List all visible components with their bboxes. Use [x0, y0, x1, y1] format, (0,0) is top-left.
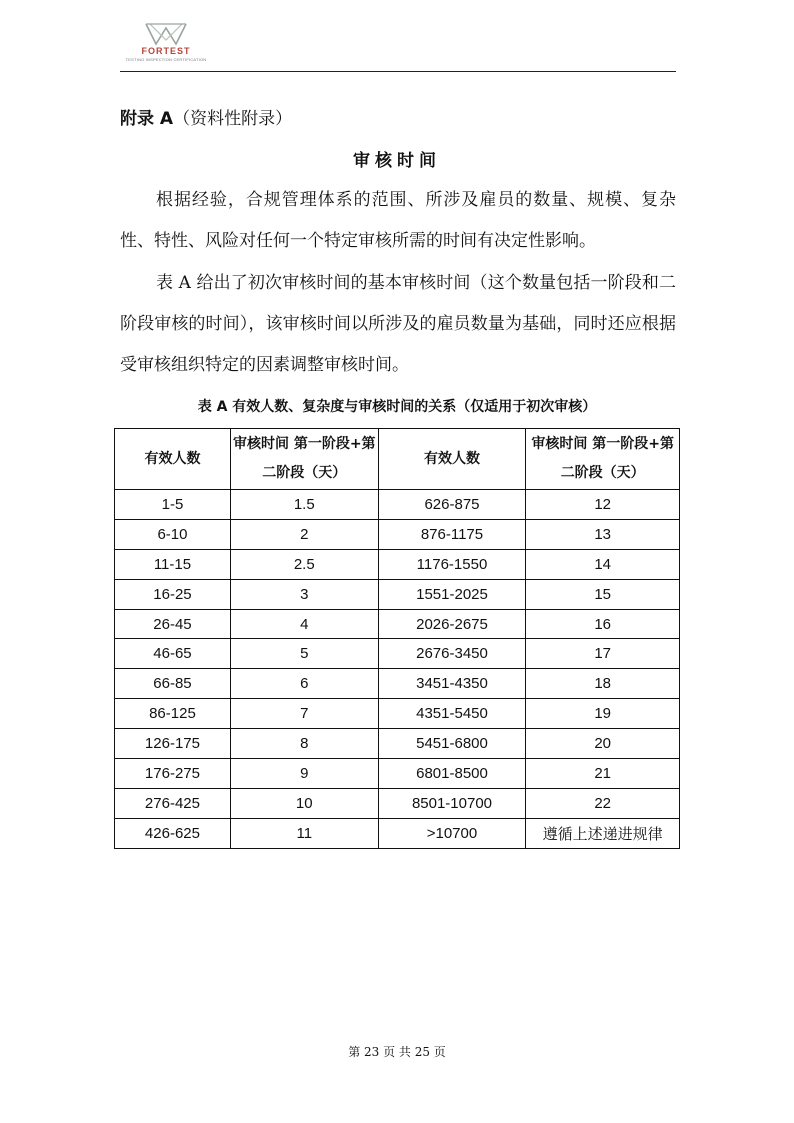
appendix-label: 附录 A — [120, 109, 174, 129]
table-row — [115, 818, 680, 848]
table-cell: 20 — [526, 729, 680, 759]
logo-mark-icon — [144, 22, 188, 46]
table-cell: 4351-5450 — [378, 699, 526, 729]
table-cell: 6801-8500 — [378, 759, 526, 789]
header-effective-people-1: 有效人数 — [115, 429, 231, 490]
table-row — [115, 490, 680, 520]
paragraph-2: 表 A 给出了初次审核时间的基本审核时间（这个数量包括一阶段和二阶段审核的时间），该审核时间以所涉及的雇员数量为基础，同时还应根据受审核组织特定的因素调整审核时间。 — [120, 273, 676, 375]
table-cell: 21 — [526, 759, 680, 789]
appendix-note: （资料性附录） — [173, 109, 293, 129]
table-cell: 18 — [526, 669, 680, 699]
company-logo — [120, 22, 212, 64]
table-caption: 表 A 有效人数、复杂度与审核时间的关系（仅适用于初次审核） — [197, 399, 597, 415]
table-row — [115, 759, 680, 789]
table-row — [115, 699, 680, 729]
table-row — [115, 609, 680, 639]
table-cell: 1.5 — [230, 490, 378, 520]
logo-name: FORTEST — [141, 46, 191, 56]
table-cell: 3451-4350 — [378, 669, 526, 699]
table-row — [115, 519, 680, 549]
table-cell: 6 — [230, 669, 378, 699]
table-cell: 46-65 — [115, 639, 231, 669]
table-cell: 3 — [230, 579, 378, 609]
table-cell: 176-275 — [115, 759, 231, 789]
header-divider — [120, 71, 676, 72]
table-cell: 5451-6800 — [378, 729, 526, 759]
table-cell: 86-125 — [115, 699, 231, 729]
table-row — [115, 579, 680, 609]
table-cell: 126-175 — [115, 729, 231, 759]
paragraph-1: 根据经验，合规管理体系的范围、所涉及雇员的数量、规模、复杂性、特性、风险对任何一个特定审核所需的时间有决定性影响。 — [120, 190, 676, 251]
table-cell: 626-875 — [378, 490, 526, 520]
table-row — [115, 549, 680, 579]
table-cell: 15 — [526, 579, 680, 609]
table-cell: 17 — [526, 639, 680, 669]
table-cell: 10 — [230, 788, 378, 818]
table-cell: 11-15 — [115, 549, 231, 579]
table-cell: 7 — [230, 699, 378, 729]
table-cell: 遵循上述递进规律 — [526, 818, 680, 848]
table-cell: 2676-3450 — [378, 639, 526, 669]
table-cell: 8501-10700 — [378, 788, 526, 818]
table-cell: 11 — [230, 818, 378, 848]
table-cell: 2.5 — [230, 549, 378, 579]
table-cell: 66-85 — [115, 669, 231, 699]
table-cell: 1176-1550 — [378, 549, 526, 579]
table-cell: 2 — [230, 519, 378, 549]
table-cell: 8 — [230, 729, 378, 759]
table-cell: 9 — [230, 759, 378, 789]
table-cell: 2026-2675 — [378, 609, 526, 639]
table-cell: 6-10 — [115, 519, 231, 549]
header-audit-days-1: 审核时间 第一阶段+第二阶段（天） — [230, 429, 378, 490]
table-cell: 19 — [526, 699, 680, 729]
table-cell: 16 — [526, 609, 680, 639]
table-cell: 16-25 — [115, 579, 231, 609]
table-row — [115, 639, 680, 669]
table-cell: 1551-2025 — [378, 579, 526, 609]
table-cell: 276-425 — [115, 788, 231, 818]
table-cell: 22 — [526, 788, 680, 818]
table-row — [115, 669, 680, 699]
header-effective-people-2: 有效人数 — [378, 429, 526, 490]
table-row — [115, 788, 680, 818]
table-cell: 426-625 — [115, 818, 231, 848]
audit-time-table — [114, 428, 680, 849]
section-title: 审核时间 — [353, 151, 441, 171]
appendix-heading — [120, 104, 292, 129]
table-cell: 1-5 — [115, 490, 231, 520]
table-header-row — [115, 429, 680, 490]
logo-tagline: TESTING INSPECTION CERTIFICATION — [125, 57, 207, 62]
table-cell: 13 — [526, 519, 680, 549]
page-footer: 第 23 页 共 25 页 — [348, 1045, 446, 1059]
table-cell: 12 — [526, 490, 680, 520]
table-body — [115, 490, 680, 849]
table-cell: 26-45 — [115, 609, 231, 639]
table-cell: 4 — [230, 609, 378, 639]
table-cell: 876-1175 — [378, 519, 526, 549]
table-cell: >10700 — [378, 818, 526, 848]
table-cell: 14 — [526, 549, 680, 579]
table-cell: 5 — [230, 639, 378, 669]
header-audit-days-2: 审核时间 第一阶段+第二阶段（天） — [526, 429, 680, 490]
table-row — [115, 729, 680, 759]
